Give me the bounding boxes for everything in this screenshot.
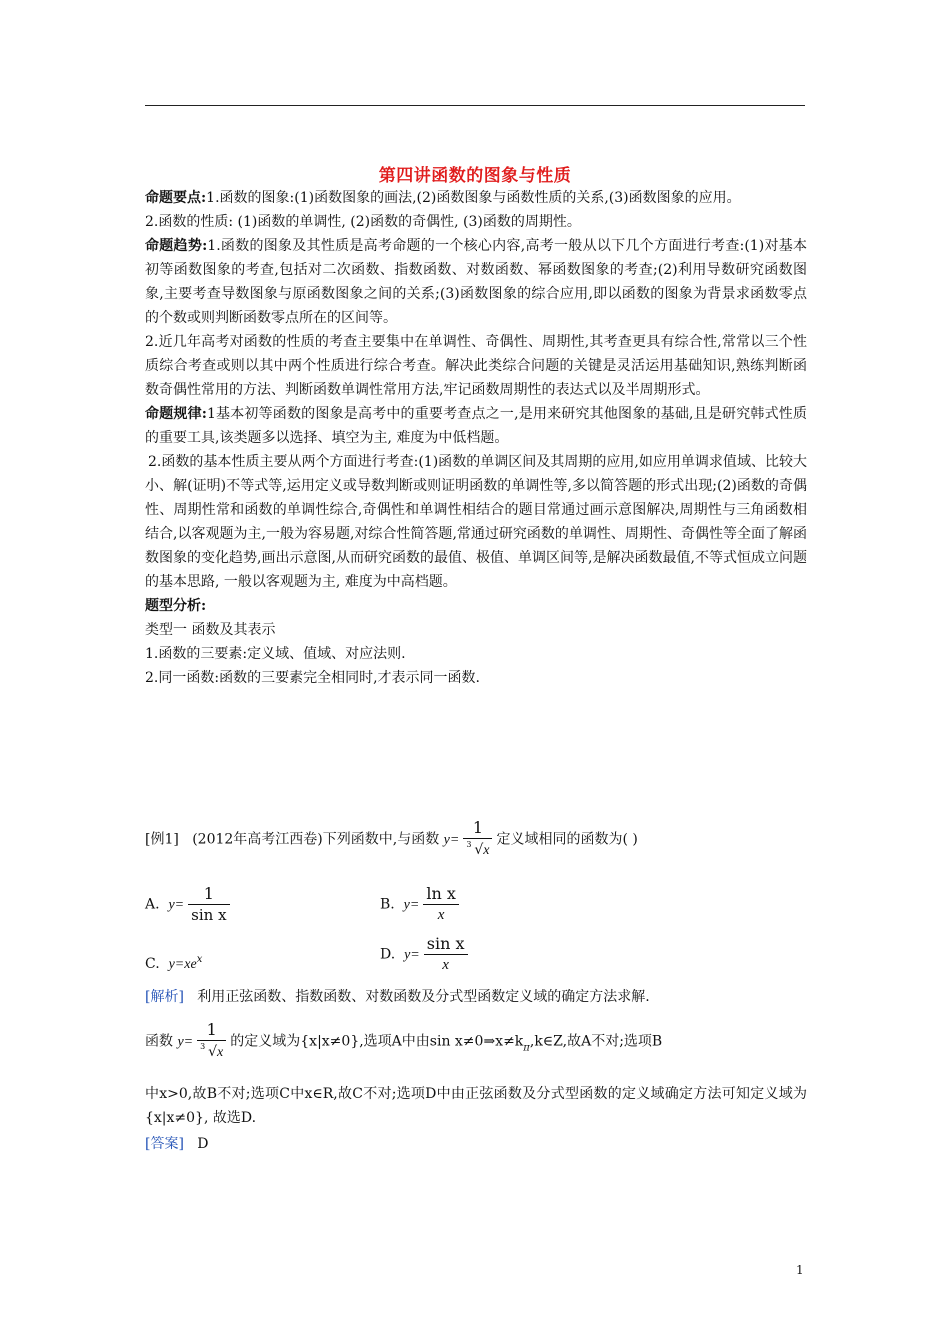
header-rule: [145, 105, 805, 106]
trend-para: [145, 234, 807, 330]
analysis-line: [145, 985, 650, 1009]
rule-2: 2.函数的基本性质主要从两个方面进行考查:(1)函数的单调区间及其周期的应用,如应用单调求值域、比较大小、解(证明)不等式等,运用定义或导数判断或则证明函数的单调性等,多以简答题的形式出现;(2)函数的奇偶性、周期性常和函数的单调性综合,奇偶性和单调性相结合的题目常通过画示意图解决,周期性与三角函数相结合,以客观题为主,一般为容易题,对综合性简答题,常通过研究函数的单调性、周期性、奇偶性等全面了解函数图象的变化趋势,画出示意图,从而研究函数的最值、极值、单调区间等,是解决函数最值,不等式恒成立问题的基本思路, 一般以客观题为主, 难度为中高档题。: [145, 454, 807, 590]
example-question: [145, 818, 638, 861]
rule-label: 命题规律:: [145, 406, 207, 422]
answer-tag: [答案]: [145, 1136, 184, 1152]
type1-heading: 类型一 函数及其表示: [145, 622, 276, 638]
type1-p1: 1.函数的三要素:定义域、值域、对应法则.: [145, 646, 406, 662]
example-fraction: 1 3 √x: [463, 818, 492, 861]
type1-p2: 2.同一函数:函数的三要素完全相同时,才表示同一函数.: [145, 670, 480, 686]
option-a: A. y= $\frac{1}{\text{sin x}}$: [145, 884, 234, 925]
option-b: B. y= $\frac{\text{ln x}}{x}$: [380, 884, 463, 925]
key-points-2: 2.函数的性质: (1)函数的单调性, (2)函数的奇偶性, (3)函数的周期性。: [145, 214, 581, 230]
key-points-para: [145, 186, 807, 210]
key-points-label: 命题要点:: [145, 190, 207, 206]
rule-text: 1基本初等函数的图象是高考中的重要考查点之一,是用来研究其他图象的基础,且是研究韩式性质的重要工具,该类题多以选择、填空为主, 难度为中低档题。: [145, 406, 807, 446]
body-text: [145, 186, 807, 690]
page-number: 1: [796, 1263, 804, 1277]
example-source: (2012年高考江西卷)下列函数中,与函数: [192, 831, 440, 848]
answer-line: [145, 1132, 209, 1156]
analysis-label: 题型分析:: [145, 598, 207, 614]
trend-text: 1.函数的图象及其性质是高考命题的一个核心内容,高考一般从以下几个方面进行考查:(1)对基本初等函数图象的考查,包括对二次函数、指数函数、对数函数、幂函数图象的考查;(2)利用导数研究函数图象,主要考查导数图象与原函数图象之间的关系;(3)函数图象的综合应用,即以函数的图象为背景求函数零点的个数或则判断函数零点所在的区间等。: [145, 238, 807, 326]
cube-root: 3 √x: [466, 840, 490, 858]
solution-line-a: 函数 y= 1 3 √x 的定义域为{x|x≠0},选项A中由$\sin x\ne 0\Rightarrow x\ne k_\pi,k\in Z$,故A不对;选项B: [145, 1020, 807, 1063]
example-y: y=: [443, 832, 460, 848]
analysis-tag: [解析]: [145, 989, 184, 1005]
option-d: D. y= $\frac{\text{sin x}}{x}$: [380, 934, 472, 975]
option-c: C. $y=xe^x$: [145, 954, 203, 972]
solution-fraction: 1 3 √x: [197, 1020, 226, 1063]
solution-line-b: 中x>0,故B不对;选项C中x∈R,故C不对;选项D中由正弦函数及分式型函数的定义域确定方法可知定义域为{x|x≠0}, 故选D.: [145, 1086, 807, 1126]
page-title: 第四讲函数的图象与性质: [378, 166, 572, 186]
answer-value: D: [197, 1136, 209, 1152]
trend-label: 命题趋势:: [145, 238, 208, 254]
example-tail: 定义域相同的函数为( ): [496, 831, 638, 848]
trend-2: 2.近几年高考对函数的性质的考查主要集中在单调性、奇偶性、周期性,其考查更具有综合性,常常以三个性质综合考查或则以其中两个性质进行综合考查。解决此类综合问题的关键是灵活运用基础知识,熟练判断函数奇偶性常用的方法、判断函数单调性常用方法,牢记函数周期性的表达式以及半周期形式。: [145, 334, 807, 398]
key-points-text: 1.函数的图象:(1)函数图象的画法,(2)函数图象与函数性质的关系,(3)函数图象的应用。: [206, 190, 741, 206]
analysis-text: 利用正弦函数、指数函数、对数函数及分式型函数定义域的确定方法求解.: [197, 989, 650, 1005]
example-label: [例1]: [145, 831, 179, 848]
rule-para: [145, 402, 807, 450]
